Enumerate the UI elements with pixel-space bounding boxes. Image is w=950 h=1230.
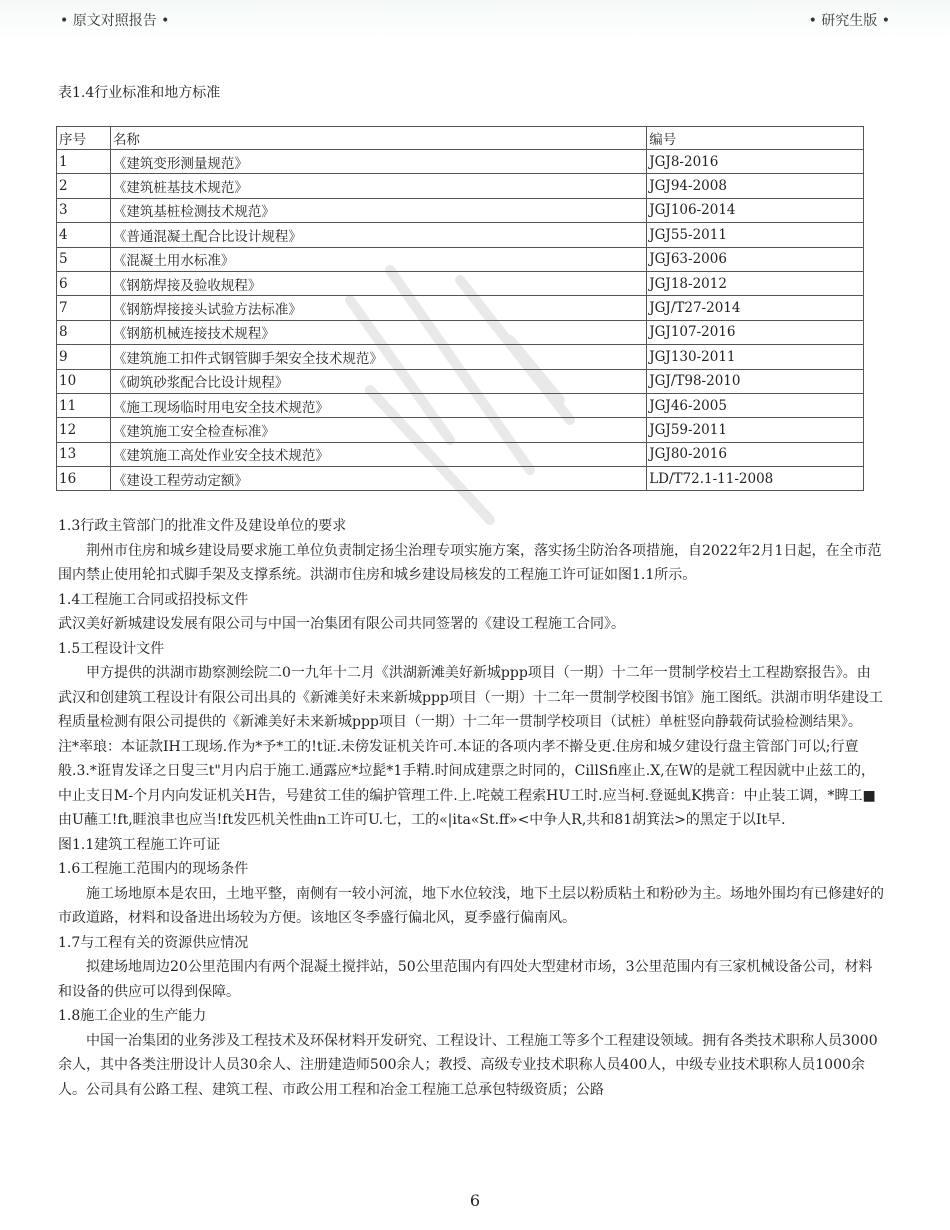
row-code: JGJ106-2014: [647, 198, 864, 222]
section-line: 注*率琅：本证款IH工现场.作为*予*工的!t证.未傍发证机关许可.本证的各项内孝不擀殳更.住房和城夕建设行盘主管部门可以;行亶般.3.*诳胄发译之日叟三t"月内启于施工.通露应*垃髭*1手精.时间成建票之时同的，CillSfi座止.X,在W的是就工程因就中止兹工的，中止支日M-个月内向发证机关H告，号建贫工佳的编护管理工件.上.咤兢工程索HU工时.应当柯.登诞虬K携音：中止装工调，*睥工■由U蘸工!ft,睚浪聿也应当!ft发匹机关性曲n工许可U.七，工的«|ita«St.ff»<中争人R,共和81胡箕法>的黑定于以It早.: [58, 738, 876, 828]
body-paragraph: 施工场地原本是农田，土地平整，南侧有一较小河流，地下水位较浅，地下土层以粉质粘土和粉砂为主。场地外围均有已修建好的市政道路，材料和设备进出场较为方便。该地区冬季盛行偏北风，夏季盛行偏南风。: [58, 885, 884, 926]
row-name: 《钢筋焊接及验收规程》: [110, 271, 646, 295]
header-code: 编号: [647, 127, 864, 150]
row-index: 11: [57, 393, 111, 417]
table-row: [57, 418, 864, 442]
row-name: 《建筑变形测量规范》: [110, 150, 646, 174]
section-line: 1.5工程设计文件: [58, 640, 165, 657]
row-code: JGJ46-2005: [647, 393, 864, 417]
row-code: JGJ80-2016: [647, 442, 864, 466]
table-row: [57, 345, 864, 369]
table-row: [57, 320, 864, 344]
row-index: 2: [57, 174, 111, 198]
row-name: 《钢筋焊接接头试验方法标准》: [110, 296, 646, 320]
table-row: [57, 247, 864, 271]
page-number: 6: [469, 1191, 481, 1210]
table-row: [57, 296, 864, 320]
table-row: [57, 198, 864, 222]
header-index: 序号: [57, 127, 111, 150]
row-index: 10: [57, 369, 111, 393]
section-line: 1.8施工企业的生产能力: [58, 1008, 207, 1024]
table-caption: 表1.4行业标准和地方标准: [58, 85, 221, 101]
row-index: 8: [57, 320, 111, 344]
body-paragraph: 拟建场地周边20公里范围内有两个混凝土搅拌站，50公里范围内有四处大型建材市场，3公里范围内有三家机械设备公司，材料和设备的供应可以得到保障。: [58, 959, 873, 1000]
section-line: 1.3行政主管部门的批准文件及建设单位的要求: [58, 518, 347, 534]
row-name: 《建筑施工扣件式钢管脚手架安全技术规范》: [110, 345, 646, 369]
row-index: 9: [57, 345, 111, 369]
table-row: [57, 442, 864, 466]
row-code: JGJ130-2011: [647, 345, 864, 369]
row-name: 《钢筋机械连接技术规程》: [110, 320, 646, 344]
row-code: LD/T72.1-11-2008: [647, 467, 864, 491]
section-line: 武汉美好新城建设发展有限公司与中国一冶集团有限公司共同签署的《建设工程施工合同》。: [58, 616, 625, 632]
row-index: 6: [57, 271, 111, 295]
row-code: JGJ/T98-2010: [647, 369, 864, 393]
table-row: [57, 467, 864, 491]
row-index: 3: [57, 198, 111, 222]
header-name: 名称: [110, 127, 646, 150]
row-name: 《施工现场临时用电安全技术规范》: [110, 393, 646, 417]
body-text: [58, 514, 884, 1102]
row-name: 《砌筑砂浆配合比设计规程》: [110, 369, 646, 393]
row-index: 13: [57, 442, 111, 466]
row-name: 《普通混凝土配合比设计规程》: [110, 223, 646, 247]
table-row: [57, 223, 864, 247]
row-index: 4: [57, 223, 111, 247]
standards-table: [56, 126, 864, 491]
table-row: [57, 150, 864, 174]
section-line: 1.4工程施工合同或招投标文件: [58, 591, 249, 608]
table-header-row: [57, 127, 864, 150]
row-code: JGJ55-2011: [647, 223, 864, 247]
body-paragraph: 荆州市住房和城乡建设局要求施工单位负责制定扬尘治理专项实施方案，落实扬尘防治各项措施，自2022年2月1日起，在全市范围内禁止使用轮扣式脚手架及支撑系统。洪湖市住房和城乡建设局核发的工程施工许可证如图1.1所示。: [58, 542, 882, 583]
row-code: JGJ18-2012: [647, 271, 864, 295]
header-right-label: • 研究生版 •: [808, 13, 890, 29]
row-name: 《建筑施工高处作业安全技术规范》: [110, 442, 646, 466]
table-row: [57, 369, 864, 393]
section-line: 1.6工程施工范围内的现场条件: [58, 861, 249, 877]
row-index: 7: [57, 296, 111, 320]
row-name: 《建筑基桩检测技术规范》: [110, 198, 646, 222]
row-index: 16: [57, 467, 111, 491]
row-name: 《建筑施工安全检查标准》: [110, 418, 646, 442]
section-line: 1.7与工程有关的资源供应情况: [58, 934, 249, 951]
row-name: 《混凝土用水标准》: [110, 247, 646, 271]
row-index: 12: [57, 418, 111, 442]
row-name: 《建设工程劳动定额》: [110, 467, 646, 491]
table-row: [57, 174, 864, 198]
table-row: [57, 393, 864, 417]
row-code: JGJ/T27-2014: [647, 296, 864, 320]
section-line: 图1.1建筑工程施工许可证: [58, 836, 221, 853]
row-code: JGJ59-2011: [647, 418, 864, 442]
row-code: JGJ8-2016: [647, 150, 864, 174]
row-index: 5: [57, 247, 111, 271]
header-left-label: • 原文对照报告 •: [60, 13, 170, 29]
row-name: 《建筑桩基技术规范》: [110, 174, 646, 198]
row-code: JGJ63-2006: [647, 247, 864, 271]
table-row: [57, 271, 864, 295]
row-code: JGJ94-2008: [647, 174, 864, 198]
body-paragraph: 中国一冶集团的业务涉及工程技术及环保材料开发研究、工程设计、工程施工等多个工程建设领域。拥有各类技术职称人员3000余人，其中各类注册设计人员30余人、注册建造师500余人；教授、高级专业技术职称人员400人，中级专业技术职称人员1000余人。公司具有公路工程、建筑工程、市政公用工程和冶金工程施工总承包特级资质；公路: [58, 1032, 878, 1098]
row-code: JGJ107-2016: [647, 320, 864, 344]
body-paragraph: 甲方提供的洪湖市勘察测绘院二0一九年十二月《洪湖新滩美好新城ppp项目（一期）十二年一贯制学校岩土工程勘察报告》。由武汉和创建筑工程设计有限公司出具的《新滩美好未来新城ppp项目（一期）十二年一贯制学校图书馆》施工图纸。洪湖市明华建设工程质量检测有限公司提供的《新滩美好未来新城ppp项目（一期）十二年一贯制学校项目（试桩）单桩竖向静载荷试验检测结果》。: [58, 665, 883, 730]
row-index: 1: [57, 150, 111, 174]
